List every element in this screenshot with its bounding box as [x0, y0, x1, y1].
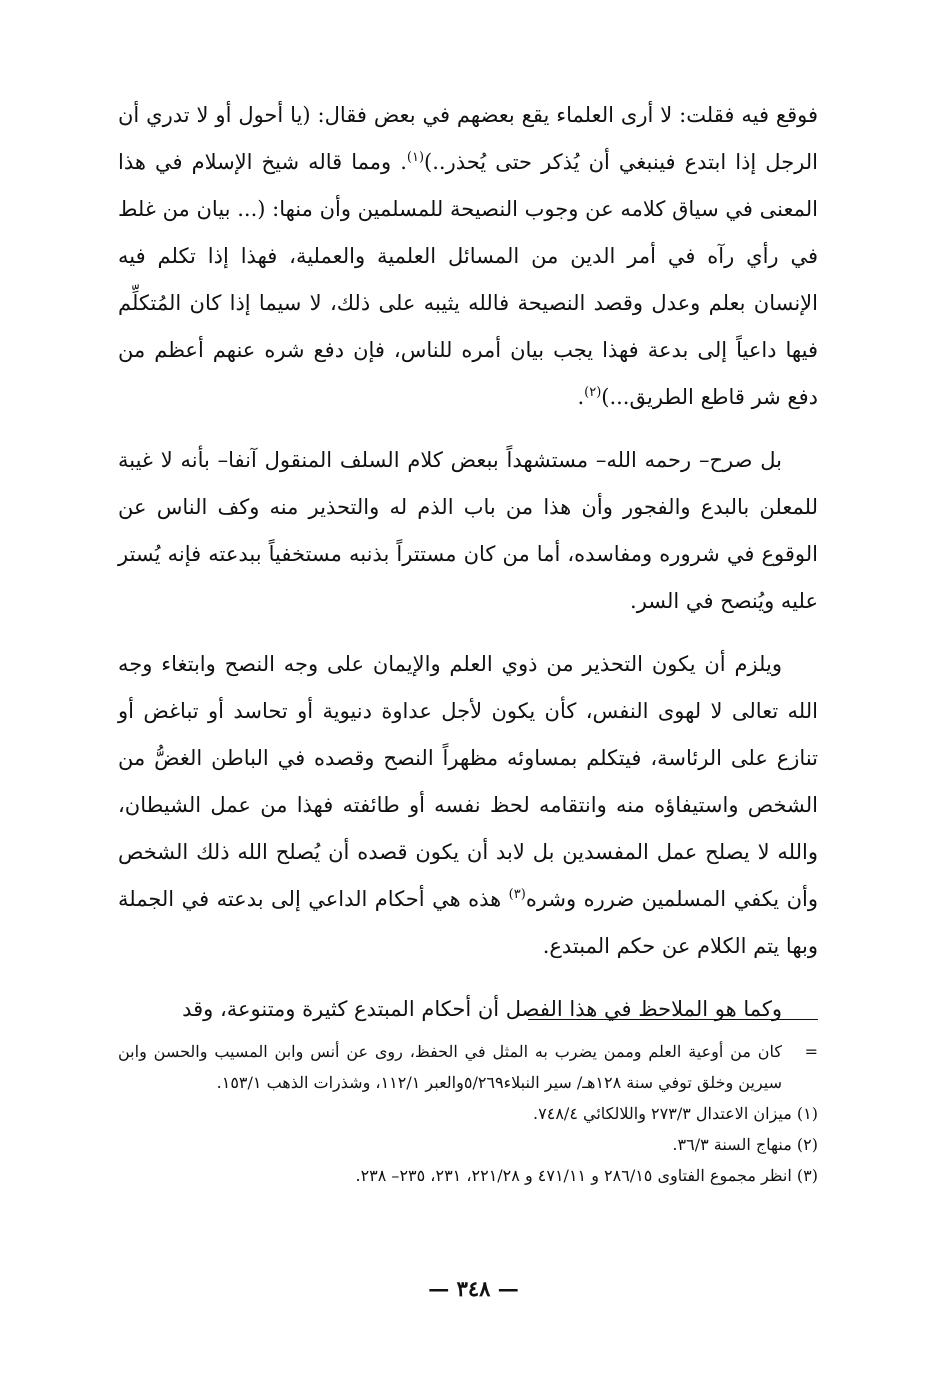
- paragraph-3-text-b: هذه هي أحكام الداعي إلى بدعته في الجملة وبها يتم الكلام عن حكم المبتدع.: [118, 887, 818, 958]
- page-number: — ٣٤٨ —: [428, 1276, 519, 1301]
- footnotes: [118, 1036, 818, 1191]
- footnote-2: (٢) منهاج السنة ٣٦/٣.: [672, 1135, 818, 1154]
- footnote-3: (٣) انظر مجموع الفتاوى ٢٨٦/١٥ و ٤٧١/١١ و ٢٢١/٢٨، ٢٣١، ٢٣٥– ٢٣٨.: [355, 1166, 818, 1185]
- paragraph-1-text-c: .: [577, 385, 585, 409]
- paragraph-1-text-a: فوقع فيه فقلت: لا أرى العلماء يقع بعضهم في بعض فقال: (يا أحول أو لا تدري أن الرجل إذا ابتدع فينبغي أن يُذكر حتى يُحذر..): [118, 103, 819, 174]
- main-text: [118, 92, 818, 1049]
- footnote-ref-3: (٣): [508, 887, 526, 902]
- footnote-ref-1: (١): [406, 150, 425, 165]
- paragraph-2-text: بل صرح– رحمه الله– مستشهداً ببعض كلام السلف المنقول آنفا– بأنه لا غيبة للمعلن بالبدع والفجور وأن هذا من باب الذم له والتحذير منه وكف الناس عن الوقوع في شروره ومفاسده، أما من كان مستتراً بذنبه مستخفياً ببدعته فإنه يُستر عليه ويُنصح في السر.: [118, 448, 818, 613]
- paragraph-2: [118, 437, 818, 625]
- paragraph-1-text-b: . ومما قاله شيخ الإسلام في هذا المعنى في سياق كلامه عن وجوب النصيحة للمسلمين وأن منها: (... بيان من غلط في رأي رآه في أمر الدين من المسائل العلمية والعملية، فهذا إذا تكلم فيه الإنسان بعلم وعدل وقصد النصيحة فالله يثيبه على ذلك، لا سيما إذا كان المُتكلِّم فيها داعياً إلى بدعة فهذا يجب بيان أمره للناس، فإن دفع شره عنهم أعظم من دفع شر قاطع الطريق...): [118, 150, 818, 409]
- footnote-continuation-text: كان من أوعية العلم وممن يضرب به المثل في الحفظ، روى عن أنس وابن المسيب والحسن وابن سيرين وخلق توفي سنة ١٢٨هـ/ سير النبلاء٥/٢٦٩والعبر ١١٢/١، وشذرات الذهب ١٥٣/١.: [118, 1042, 782, 1092]
- footnote-ref-2: (٢): [584, 385, 602, 400]
- footnote-1: (١) ميزان الاعتدال ٢٧٣/٣ واللالكائي ٧٤٨/٤.: [533, 1104, 818, 1123]
- paragraph-4: [118, 986, 818, 1033]
- footnote-continuation: [118, 1036, 818, 1098]
- paragraph-3: [118, 641, 818, 970]
- paragraph-1: [118, 92, 818, 421]
- paragraph-3-text-a: ويلزم أن يكون التحذير من ذوي العلم والإيمان على وجه النصح وابتغاء وجه الله تعالى لا لهوى النفس، كأن يكون لأجل عداوة دنيوية أو تحاسد أو تباغض أو تنازع على الرئاسة، فيتكلم بمساوئه مظهراً النصح وقصده في الباطن الغضُّ من الشخص واستيفاؤه منه وانتقامه لحظ نفسه أو طائفته فهذا من عمل الشيطان، والله لا يصلح عمل المفسدين بل لابد أن يكون قصده أن يُصلح الله ذلك الشخص وأن يكفي المسلمين ضرره وشره: [118, 652, 819, 911]
- footnote-divider: [528, 1019, 818, 1020]
- paragraph-4-text: وكما هو الملاحظ في هذا الفصل أن أحكام المبتدع كثيرة ومتنوعة، وقد: [182, 997, 782, 1021]
- continuation-marker: =: [804, 1042, 818, 1061]
